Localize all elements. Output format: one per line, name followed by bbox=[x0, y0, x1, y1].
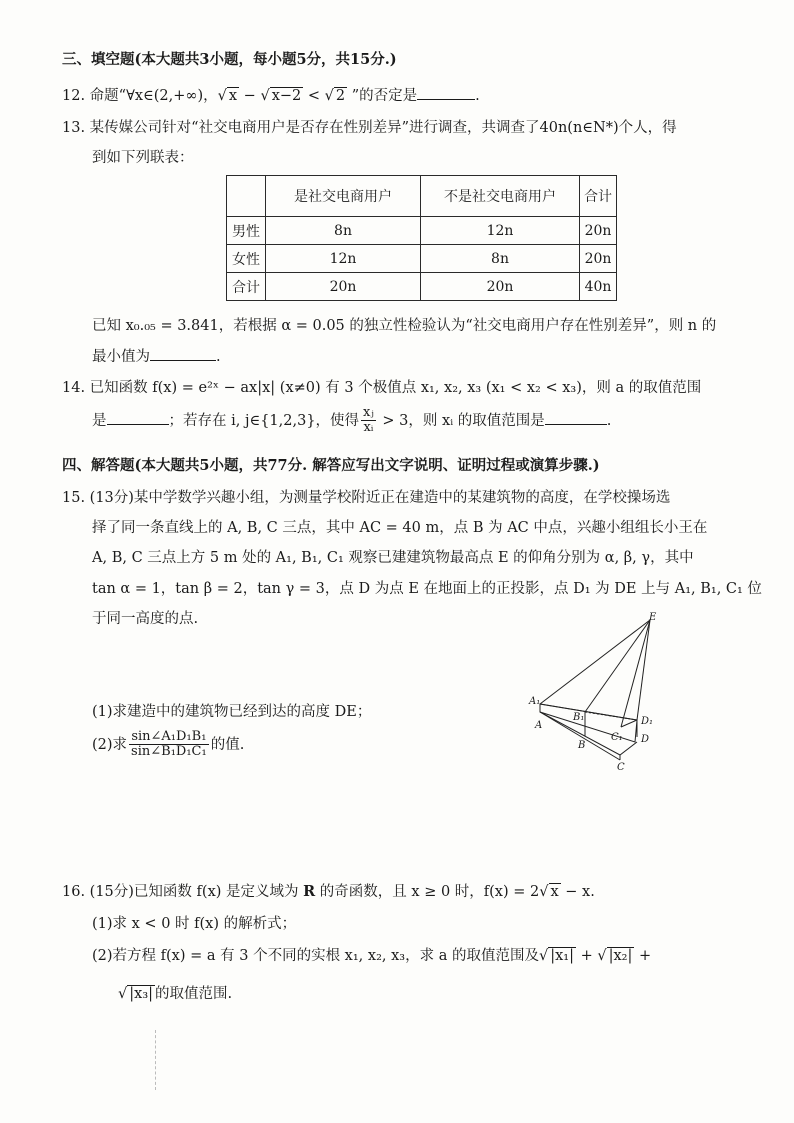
q14-line2-a: 是 bbox=[92, 412, 107, 429]
table-cell: 女性 bbox=[227, 245, 266, 273]
q15-line2: 择了同一条直线上的 A, B, C 三点，其中 AC = 40 m，点 B 为 AC 中点，兴趣小组组长小王在 bbox=[92, 520, 708, 536]
q16-line1-c: − x. bbox=[560, 884, 595, 900]
label-A1: A₁ bbox=[529, 696, 541, 707]
q14-line1: 14. 已知函数 f(x) = e²ˣ − ax|x| (x≠0) 有 3 个极值点 x₁, x₂, x₃ (x₁ < x₂ < x₃)，则 a 的取值范围 bbox=[62, 380, 702, 396]
q14-frac-numerator: xⱼ bbox=[363, 405, 374, 420]
table-cell: 20n bbox=[266, 273, 421, 301]
q15-part2-b: 的值. bbox=[210, 736, 245, 753]
label-E: E bbox=[649, 612, 657, 623]
q16-sqrt-x3: |x₃| bbox=[129, 986, 154, 1002]
q16-real-set: R bbox=[303, 883, 316, 900]
table-cell: 12n bbox=[421, 217, 580, 245]
q13-line4 bbox=[92, 345, 754, 366]
q16-line1-b: 的奇函数，且 x ≥ 0 时，f(x) = 2 bbox=[315, 884, 540, 900]
table-header-cell: 不是社交电商用户 bbox=[421, 176, 580, 217]
q16-plus-1: + bbox=[575, 948, 598, 964]
q16-line1: 16. (15分)已知函数 f(x) 是定义域为 R 的奇函数，且 x ≥ 0 时，f(x) = 2√ x − x. bbox=[62, 883, 595, 900]
q12-answer-blank[interactable] bbox=[417, 99, 475, 100]
q15-frac-denominator: sin∠B₁D₁C₁ bbox=[131, 744, 207, 760]
q15-line4: tan α = 1，tan β = 2，tan γ = 3，点 D 为点 E 在地面上的正投影，点 D₁ 为 DE 上与 A₁, B₁, C₁ 位 bbox=[92, 581, 762, 597]
label-C: C bbox=[617, 762, 625, 772]
sight-line-c1 bbox=[621, 620, 650, 727]
q12-minus: − bbox=[239, 88, 261, 104]
binding-margin-line bbox=[155, 1030, 156, 1090]
table-row bbox=[227, 245, 617, 273]
label-A: A bbox=[535, 720, 543, 731]
table-header-row bbox=[227, 176, 617, 217]
q13-line3: 已知 x₀.₀₅ = 3.841，若根据 α = 0.05 的独立性检验认为“社交电商用户存在性别差异”，则 n 的 bbox=[92, 318, 717, 334]
section-4-heading: 四、解答题(本大题共5小题，共77分. 解答应写出文字说明、证明过程或演算步骤.) bbox=[62, 457, 600, 474]
q15-part2-a: (2)求 bbox=[92, 736, 128, 753]
label-D1: D₁ bbox=[641, 716, 654, 727]
contingency-table bbox=[226, 175, 617, 301]
q14-frac-denominator: xᵢ bbox=[363, 420, 374, 436]
table-cell: 12n bbox=[266, 245, 421, 273]
q12-sqrt-x-2: x−2 bbox=[271, 88, 302, 104]
q13-answer-blank[interactable] bbox=[150, 360, 216, 361]
table-cell: 合计 bbox=[227, 273, 266, 301]
q15-part1: (1)求建造中的建筑物已经到达的高度 DE； bbox=[92, 704, 372, 720]
q16-sqrt-x1: |x₁| bbox=[550, 948, 574, 964]
q12-sqrt-2: 2 bbox=[335, 88, 346, 104]
table-cell: 20n bbox=[580, 217, 617, 245]
section-3-heading: 三、填空题(本大题共3小题，每小题5分，共15分.) bbox=[62, 51, 397, 68]
sight-line-a1 bbox=[540, 620, 650, 704]
table-cell: 男性 bbox=[227, 217, 266, 245]
q16-part1: (1)求 x < 0 时 f(x) 的解析式； bbox=[92, 916, 297, 932]
q12-end: . bbox=[475, 88, 480, 104]
q12-text-pre: 命题“∀x∈(2,+∞)， bbox=[89, 88, 218, 104]
q15-line5: 于同一高度的点. bbox=[92, 611, 199, 627]
label-B: B bbox=[578, 740, 586, 751]
q14-line2-c: > 3，则 xᵢ 的取值范围是 bbox=[377, 412, 545, 429]
q16-part2-a: (2)若方程 f(x) = a 有 3 个不同的实根 x₁, x₂, x₃，求 a 的取值范围及 bbox=[92, 948, 539, 964]
q13-line4-text: 最小值为 bbox=[92, 349, 150, 365]
table-cell: 20n bbox=[580, 245, 617, 273]
q13-line1: 13. 某传媒公司针对“社交电商用户是否存在性别差异”进行调查，共调查了40n(n∈N*)个人，得 bbox=[62, 120, 677, 136]
q16-part2-cont: √ |x₃| 的取值范围. bbox=[118, 986, 233, 1002]
q16-sqrt-x2: |x₂| bbox=[608, 948, 633, 964]
q13-line2: 到如下列联表： bbox=[92, 150, 194, 166]
q12-text-post: ”的否定是 bbox=[347, 88, 418, 104]
q14-answer-blank-1[interactable] bbox=[107, 424, 169, 425]
label-C1: C₁ bbox=[611, 732, 623, 743]
q15-line3: A, B, C 三点上方 5 m 处的 A₁, B₁, C₁ 观察已建建筑物最高点 E 的仰角分别为 α, β, γ，其中 bbox=[92, 550, 694, 566]
table-header-cell bbox=[227, 176, 266, 217]
table-cell: 40n bbox=[580, 273, 617, 301]
q16-part2-b: 的取值范围. bbox=[155, 986, 233, 1002]
q15-line1: 15. (13分)某中学数学兴趣小组，为测量学校附近正在建造中的某建筑物的高度，在学校操场选 bbox=[62, 490, 671, 506]
table-cell: 8n bbox=[266, 217, 421, 245]
q15-frac-numerator: sin∠A₁D₁B₁ bbox=[129, 730, 209, 745]
q14-fraction bbox=[361, 406, 376, 436]
q16-line1-a: 16. (15分)已知函数 f(x) 是定义域为 bbox=[62, 884, 304, 900]
table-row bbox=[227, 217, 617, 245]
table-cell: 8n bbox=[421, 245, 580, 273]
q12-sqrt-x: x bbox=[228, 88, 238, 104]
q15-fraction bbox=[129, 730, 209, 760]
table-header-cell: 是社交电商用户 bbox=[266, 176, 421, 217]
q14-answer-blank-2[interactable] bbox=[545, 424, 607, 425]
question-12: 12. 命题“∀x∈(2,+∞)，√ x − √ x−2 < √ 2 ”的否定是 . bbox=[62, 88, 480, 104]
table-header-cell: 合计 bbox=[580, 176, 617, 217]
building-measurement-figure bbox=[525, 612, 675, 772]
q14-end: . bbox=[606, 412, 612, 429]
q14-line2-b: ；若存在 i, j∈{1,2,3}，使得 bbox=[168, 412, 360, 429]
q12-lt: < bbox=[303, 88, 325, 104]
q16-plus-2: + bbox=[634, 948, 652, 964]
table-cell: 20n bbox=[421, 273, 580, 301]
q12-number: 12. bbox=[62, 88, 86, 104]
q16-sqrt-x: x bbox=[550, 884, 559, 900]
line-c1-d1 bbox=[621, 720, 637, 727]
q13-end: . bbox=[216, 349, 221, 365]
q16-part2: (2)若方程 f(x) = a 有 3 个不同的实根 x₁, x₂, x₃，求 a 的取值范围及√ |x₁| + √ |x₂| + bbox=[92, 948, 652, 964]
label-B1: B₁ bbox=[573, 712, 585, 723]
label-D: D bbox=[641, 734, 650, 745]
table-row bbox=[227, 273, 617, 301]
q14-line2 bbox=[92, 406, 754, 436]
